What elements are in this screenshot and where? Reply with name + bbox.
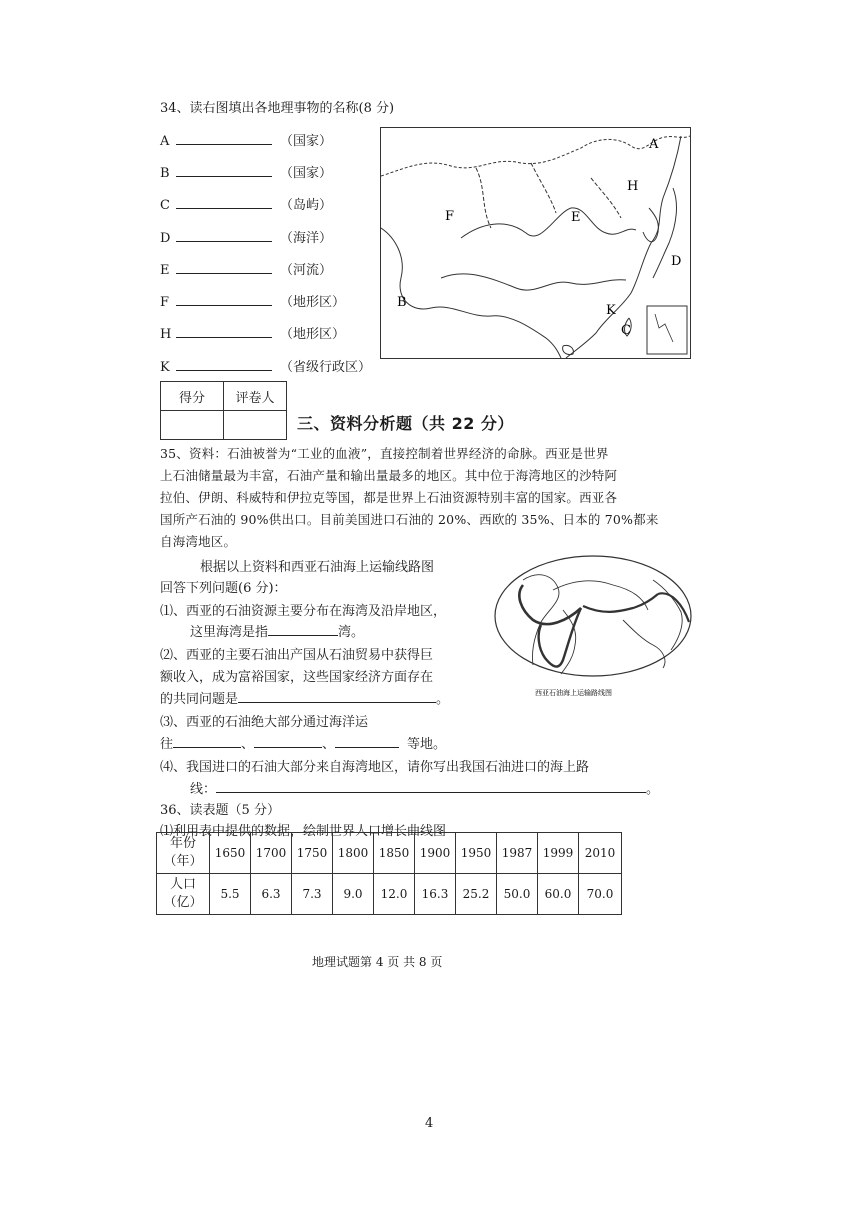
q35-sub4-a: ⑷、我国进口的石油大部分来自海湾地区，请你写出我国石油进口的海上路: [160, 760, 590, 775]
q34-item-hint: （地形区）: [280, 295, 346, 310]
q34-fill-row: [160, 259, 332, 278]
population-cell: 25.2: [456, 874, 497, 915]
q34-fill-row: [160, 227, 332, 246]
q34-item-key: K: [160, 360, 170, 375]
oil-route-drawing: [493, 550, 698, 700]
q35-sub4-b: [190, 779, 659, 801]
q34-item-hint: （国家）: [280, 166, 333, 181]
q35-sub3-a: ⑶、西亚的石油绝大部分通过海洋运: [160, 715, 369, 730]
q34-item-hint: （河流）: [280, 263, 333, 278]
year-header: [157, 833, 210, 874]
q35-sub3-sep2: 、: [322, 737, 336, 752]
q34-item-hint: （岛屿）: [280, 198, 333, 213]
year-cell: 1650: [210, 833, 251, 874]
population-cell: 60.0: [538, 874, 579, 915]
q34-item-key: F: [160, 295, 170, 310]
q35-sub3-blank-2[interactable]: [254, 735, 322, 748]
q34-item-key: B: [160, 166, 170, 181]
q35-sub4-b-post: 。: [646, 782, 660, 797]
q34-title: 34、读右图填出各地理事物的名称(8 分): [160, 101, 395, 116]
map-label-b: B: [397, 295, 407, 310]
population-cell: 12.0: [374, 874, 415, 915]
population-cell: 50.0: [497, 874, 538, 915]
year-cell: 1750: [292, 833, 333, 874]
population-header: [157, 874, 210, 915]
q34-fill-row: [160, 130, 332, 149]
map-label-e: E: [571, 210, 581, 225]
q34-item-key: D: [160, 231, 171, 246]
china-map: [380, 127, 691, 359]
q34-answer-blank[interactable]: [176, 166, 272, 177]
q34-fill-row: [160, 194, 332, 213]
population-table: [156, 832, 622, 915]
q35-sub2-a: ⑵、西亚的主要石油出产国从石油贸易中获得巨: [160, 648, 434, 663]
q36-sub1: ⑴利用表中提供的数据，绘制世界人口增长曲线图: [160, 824, 447, 839]
q35-sub2-b: 额收入，成为富裕国家，这些国家经济方面存在: [160, 670, 434, 685]
q35-sub3-b: [160, 734, 446, 756]
q35-intro-2: 回答下列问题(6 分)：: [160, 581, 287, 596]
q34-item-hint: （省级行政区）: [280, 360, 372, 375]
year-cell: 1800: [333, 833, 374, 874]
q34-fill-row: [160, 291, 345, 310]
map-label-k: K: [606, 303, 616, 318]
q35-sub1-b: [190, 622, 364, 644]
score-table-wrap: [160, 381, 287, 440]
population-cell: 5.5: [210, 874, 251, 915]
q35-line: 上石油储量最为丰富，石油产量和输出量最多的地区。其中位于海湾地区的沙特阿: [160, 468, 618, 483]
q35-sub1-b-post: 湾。: [338, 625, 365, 640]
year-header-line2: （年）: [163, 854, 203, 869]
population-cell: 6.3: [251, 874, 292, 915]
q35-intro-1: 根据以上资料和西亚石油海上运输线路图: [200, 560, 435, 575]
q35-sub4-b-pre: 线：: [190, 782, 217, 797]
q34-fill-row: [160, 162, 332, 181]
score-table: [160, 381, 287, 440]
population-cell: 9.0: [333, 874, 374, 915]
q34-item-key: A: [160, 134, 170, 149]
q35-sub2-c-pre: 的共同问题是: [160, 692, 239, 707]
map-label-c: C: [621, 323, 631, 338]
q35-material: [160, 443, 700, 553]
q35-sub2-blank[interactable]: [238, 690, 436, 703]
year-cell: 1999: [538, 833, 579, 874]
q34-item-key: E: [160, 263, 170, 278]
q35-sub3-blank-3[interactable]: [335, 735, 399, 748]
q34-item-key: H: [160, 327, 172, 342]
oil-route-map: [493, 550, 698, 700]
score-cell[interactable]: [161, 411, 224, 440]
q34-item-hint: （国家）: [280, 134, 333, 149]
page-number: 4: [425, 1116, 434, 1131]
q35-sub3-sep1: 、: [241, 737, 255, 752]
q36-title: 36、读表题（5 分）: [160, 803, 280, 818]
q34-item-hint: （海洋）: [280, 231, 333, 246]
q34-answer-blank[interactable]: [176, 295, 272, 306]
year-cell: 1987: [497, 833, 538, 874]
q34-answer-blank[interactable]: [176, 263, 272, 274]
grader-header: 评卷人: [224, 382, 287, 411]
q34-answer-blank[interactable]: [176, 134, 272, 145]
q35-line: 自海湾地区。: [160, 534, 237, 549]
china-map-drawing: [381, 128, 690, 358]
year-cell: 1900: [415, 833, 456, 874]
q34-answer-blank[interactable]: [176, 327, 272, 338]
q34-fill-row: [160, 356, 371, 375]
q35-sub1-b-pre: 这里海湾是指: [190, 625, 269, 640]
q35-sub3-b-pre: 往: [160, 737, 174, 752]
population-cell: 70.0: [579, 874, 622, 915]
q35-line: 35、资料：石油被誉为“工业的血液”，直接控制着世界经济的命脉。西亚是世界: [160, 446, 609, 461]
q35-sub1-blank[interactable]: [268, 623, 338, 636]
score-header: 得分: [161, 382, 224, 411]
q35-line: 国所产石油的 90%供出口。目前美国进口石油的 20%、西欧的 35%、日本的 70%都来: [160, 512, 659, 527]
year-cell: 1850: [374, 833, 415, 874]
q35-sub2-c: [160, 689, 449, 711]
q35-line: 拉伯、伊朗、科威特和伊拉克等国，都是世界上石油资源特别丰富的国家。西亚各: [160, 490, 618, 505]
year-cell: 1700: [251, 833, 292, 874]
year-cell: 1950: [456, 833, 497, 874]
population-cell: 7.3: [292, 874, 333, 915]
q35-sub1-a: ⑴、西亚的石油资源主要分布在海湾及沿岸地区，: [160, 604, 447, 619]
grader-cell[interactable]: [224, 411, 287, 440]
q35-sub3-b-post: 等地。: [407, 737, 447, 752]
q34-answer-blank[interactable]: [176, 198, 272, 209]
page-footer: 地理试题第 4 页 共 8 页: [312, 955, 443, 969]
china-map-labels: [397, 137, 681, 338]
q34-answer-blank[interactable]: [176, 360, 272, 371]
population-header-line2: （亿）: [163, 895, 203, 910]
q34-item-key: C: [160, 198, 170, 213]
q34-item-hint: （地形区）: [280, 327, 346, 342]
q35-sub2-c-post: 。: [436, 692, 450, 707]
map-label-h: H: [627, 179, 639, 194]
map-label-d: D: [671, 254, 682, 269]
population-cell: 16.3: [415, 874, 456, 915]
q34-answer-blank[interactable]: [176, 231, 272, 242]
year-cell: 2010: [579, 833, 622, 874]
section-3-title: 三、资料分析题（共 22 分）: [297, 414, 514, 433]
map-label-a: A: [649, 137, 659, 152]
q35-sub3-blank-1[interactable]: [173, 735, 241, 748]
map-label-f: F: [445, 209, 455, 224]
oil-route-map-caption: 西亚石油海上运输路线图: [535, 689, 612, 697]
population-table-wrap: [156, 832, 622, 915]
year-header-line1: 年份: [169, 836, 196, 851]
population-header-line1: 人口: [169, 877, 196, 892]
q34-fill-row: [160, 323, 345, 342]
q35-sub4-blank[interactable]: [216, 780, 646, 793]
